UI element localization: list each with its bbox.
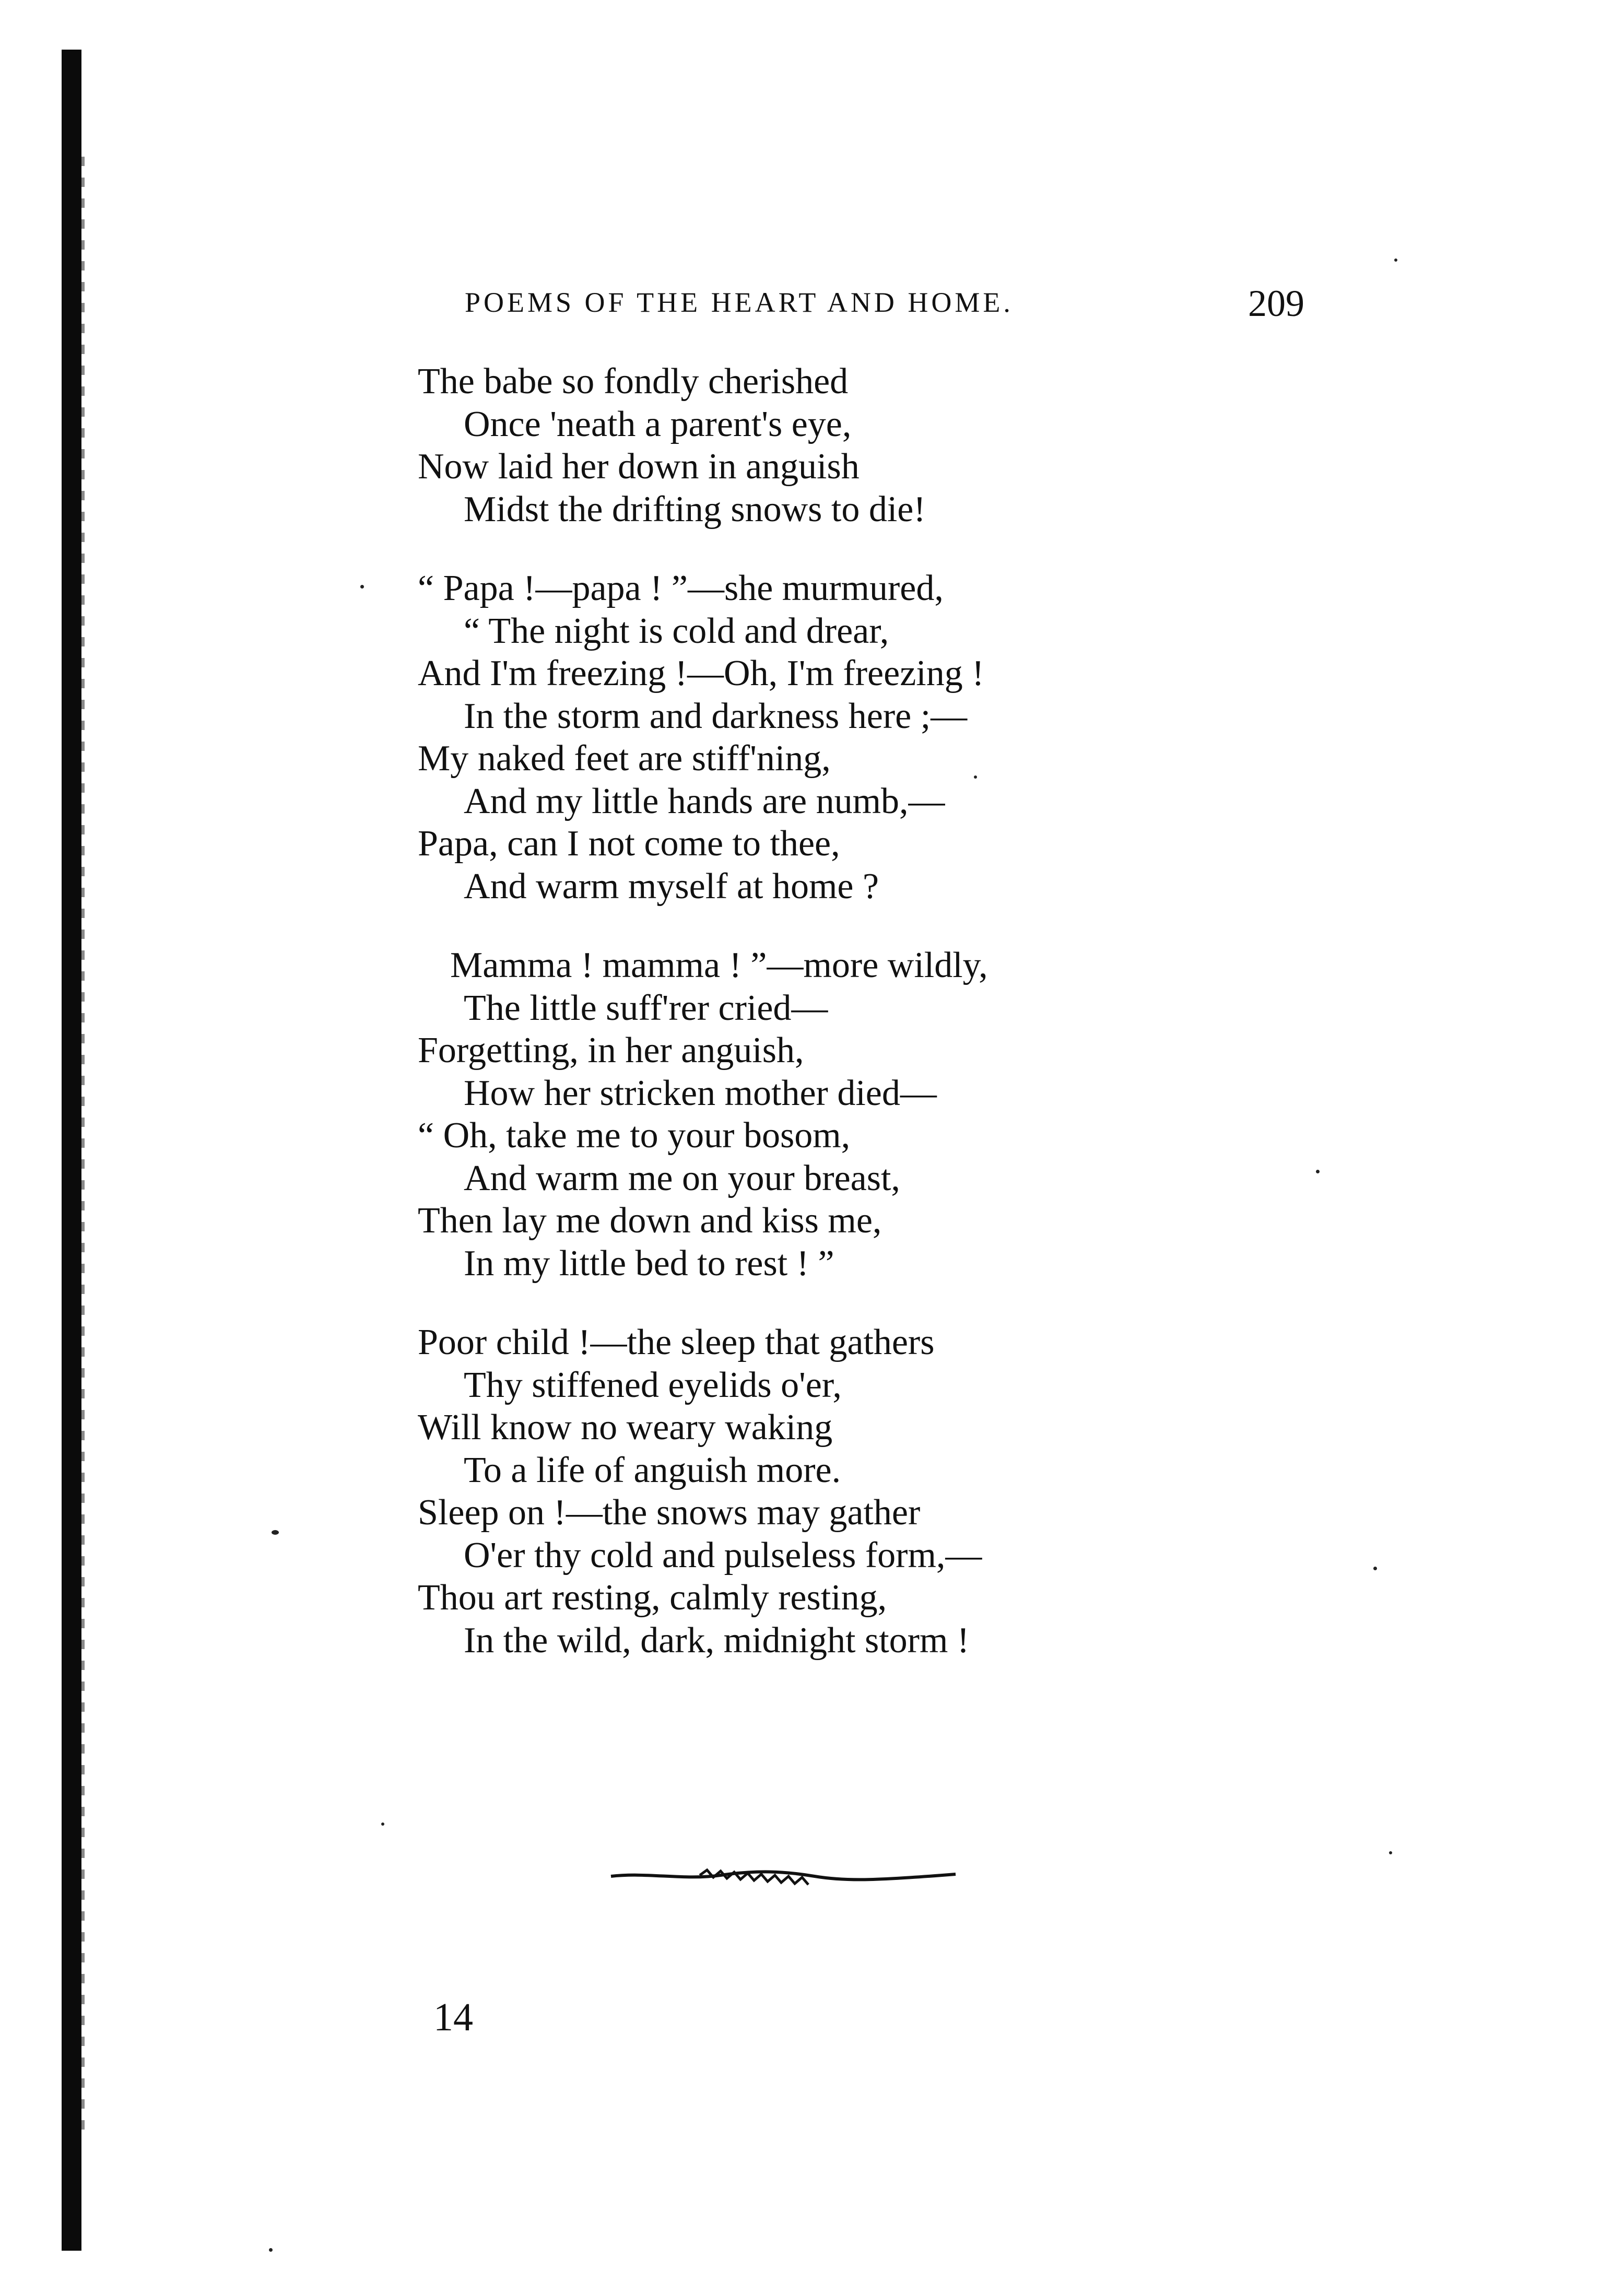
- stanza: [418, 1321, 1201, 1662]
- poem-line: Sleep on !—the snows may gather: [418, 1492, 921, 1533]
- poem-line: Forgetting, in her anguish,: [418, 1030, 804, 1071]
- poem-line: O'er thy cold and pulseless form,—: [464, 1535, 982, 1575]
- poem-line: In my little bed to rest ! ”: [464, 1243, 834, 1284]
- stanza: [418, 360, 1201, 531]
- poem-line: In the storm and darkness here ;—: [464, 696, 968, 736]
- poem-line: And warm me on your breast,: [464, 1158, 900, 1198]
- poem-line: Mamma ! mamma ! ”—more wildly,: [450, 945, 988, 985]
- stanza: [418, 944, 1201, 1285]
- poem-line: Now laid her down in anguish: [418, 446, 860, 487]
- poem-line: The little suff'rer cried—: [464, 987, 828, 1028]
- print-speck: [269, 2248, 273, 2252]
- poem-line: Once 'neath a parent's eye,: [464, 404, 852, 444]
- poem-line: Poor child !—the sleep that gathers: [418, 1322, 935, 1362]
- print-speck: [360, 585, 364, 589]
- print-speck: [1373, 1567, 1377, 1570]
- poem-line: In the wild, dark, midnight storm !: [464, 1620, 970, 1661]
- spine-edge-texture: [81, 157, 85, 2141]
- poem-line: “ Papa !—papa ! ”—she murmured,: [418, 568, 944, 608]
- poem-line: Thy stiffened eyelids o'er,: [464, 1365, 842, 1405]
- book-spine-shadow: [62, 50, 81, 2251]
- print-speck: [381, 1822, 384, 1826]
- print-speck: [272, 1530, 279, 1535]
- poem-line: Then lay me down and kiss me,: [418, 1201, 882, 1241]
- poem-line: To a life of anguish more.: [464, 1450, 841, 1490]
- signature-mark: 14: [433, 1995, 473, 2039]
- stanza: [418, 567, 1201, 908]
- poem-body: [418, 360, 1201, 1698]
- poem-line: Midst the drifting snows to die!: [464, 489, 926, 530]
- poem-line: My naked feet are stiff'ning,: [418, 738, 831, 779]
- running-head: POEMS OF THE HEART AND HOME.: [465, 287, 1014, 318]
- poem-line: “ Oh, take me to your bosom,: [418, 1115, 851, 1156]
- ornament-divider: [606, 1862, 961, 1888]
- page-number: 209: [1248, 283, 1304, 324]
- poem-line: And my little hands are numb,—: [464, 781, 945, 821]
- poem-line: Papa, can I not come to thee,: [418, 824, 840, 864]
- poem-line: Thou art resting, calmly resting,: [418, 1578, 887, 1618]
- poem-line: Will know no weary waking: [418, 1407, 833, 1448]
- poem-line: “ The night is cold and drear,: [464, 610, 889, 651]
- poem-line: The babe so fondly cherished: [418, 361, 849, 402]
- poem-line: How her stricken mother died—: [464, 1073, 937, 1113]
- print-speck: [1389, 1851, 1392, 1854]
- print-speck: [1394, 258, 1397, 262]
- poem-line: And warm myself at home ?: [464, 866, 879, 907]
- poem-line: And I'm freezing !—Oh, I'm freezing !: [418, 653, 984, 693]
- print-speck: [974, 775, 977, 779]
- print-speck: [1316, 1170, 1320, 1173]
